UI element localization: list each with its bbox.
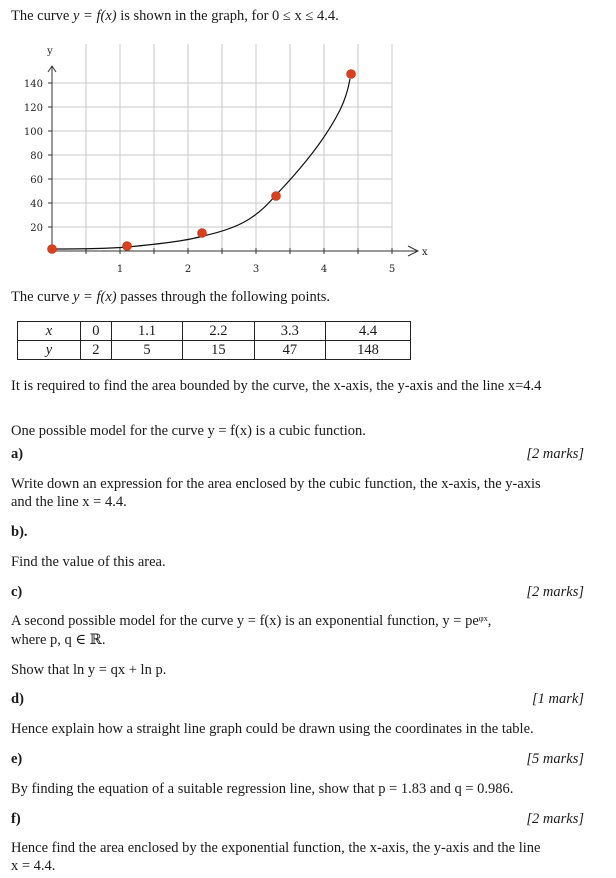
part-a-text-2: and the line x = 4.4. bbox=[11, 494, 127, 510]
part-a-text: Write down an expression for the area enclosed by the cubic function, the x-axis, the y-axis bbox=[11, 476, 541, 492]
svg-text:140: 140 bbox=[23, 79, 43, 90]
points-table bbox=[17, 321, 411, 360]
data-point bbox=[347, 70, 356, 79]
svg-text:100: 100 bbox=[23, 127, 43, 138]
curve-path bbox=[52, 79, 350, 249]
part-f-label: f) bbox=[11, 811, 21, 827]
svg-text:3: 3 bbox=[252, 264, 260, 275]
table-intro-text bbox=[11, 288, 330, 306]
intro-text bbox=[11, 7, 339, 25]
table-intro-math: y = f(x) bbox=[73, 289, 117, 305]
svg-text:80: 80 bbox=[30, 151, 43, 162]
table-header-x: x bbox=[18, 322, 81, 341]
svg-text:2: 2 bbox=[184, 264, 192, 275]
required-text: It is required to find the area bounded by the curve, the x-axis, the y-axis and the line x=4.4 bbox=[11, 378, 542, 394]
part-c-text-3: Show that ln y = qx + ln p. bbox=[11, 662, 167, 678]
grid-lines bbox=[52, 44, 392, 251]
y-tick-labels bbox=[24, 79, 43, 234]
table-cell: 47 bbox=[254, 341, 325, 360]
table-cell: 2.2 bbox=[183, 322, 254, 341]
part-e-text: By finding the equation of a suitable regression line, show that p = 1.83 and q = 0.986. bbox=[11, 781, 514, 797]
part-e-marks: [5 marks] bbox=[526, 751, 584, 767]
table-cell: 0 bbox=[81, 322, 112, 341]
table-header-y: y bbox=[18, 341, 81, 360]
table-cell: 4.4 bbox=[326, 322, 411, 341]
cubic-model-text: One possible model for the curve y = f(x) is a cubic function. bbox=[11, 423, 366, 439]
svg-text:120: 120 bbox=[23, 103, 43, 114]
intro-pre: The curve bbox=[11, 8, 73, 24]
part-d-label: d) bbox=[11, 691, 24, 707]
table-cell: 3.3 bbox=[254, 322, 325, 341]
data-points bbox=[48, 70, 356, 254]
part-c-label: c) bbox=[11, 584, 23, 600]
data-point bbox=[272, 192, 281, 201]
part-a-marks: [2 marks] bbox=[526, 446, 584, 462]
data-point bbox=[48, 245, 57, 254]
intro-post: is shown in the graph, for 0 ≤ x ≤ 4.4. bbox=[116, 8, 339, 24]
part-b-label: b). bbox=[11, 524, 28, 540]
svg-text:5: 5 bbox=[388, 264, 396, 275]
part-f-text: Hence find the area enclosed by the exponential function, the x-axis, the y-axis and the line bbox=[11, 840, 541, 856]
svg-text:60: 60 bbox=[30, 175, 43, 186]
table-cell: 5 bbox=[111, 341, 182, 360]
table-cell: 1.1 bbox=[111, 322, 182, 341]
svg-text:4: 4 bbox=[320, 264, 328, 275]
x-tick-labels bbox=[117, 264, 395, 275]
part-f-text-2: x = 4.4. bbox=[11, 858, 56, 874]
part-c-marks: [2 marks] bbox=[526, 584, 584, 600]
part-d-marks: [1 mark] bbox=[532, 691, 584, 707]
table-row-x bbox=[18, 322, 411, 341]
svg-text:1: 1 bbox=[116, 264, 124, 275]
part-c-text: A second possible model for the curve y = f(x) is an exponential function, y = peᵠˣ, bbox=[11, 613, 492, 629]
table-row-y bbox=[18, 341, 411, 360]
svg-text:40: 40 bbox=[30, 199, 43, 210]
y-axis-label: y bbox=[47, 46, 53, 57]
table-intro-post: passes through the following points. bbox=[116, 289, 331, 305]
svg-text:20: 20 bbox=[30, 223, 43, 234]
part-c-text-2: where p, q ∈ ℝ. bbox=[11, 632, 106, 648]
part-f-marks: [2 marks] bbox=[526, 811, 584, 827]
table-cell: 15 bbox=[183, 341, 254, 360]
curve-graph bbox=[0, 38, 430, 283]
data-point bbox=[123, 242, 132, 251]
table-cell: 148 bbox=[326, 341, 411, 360]
part-d-text: Hence explain how a straight line graph could be drawn using the coordinates in the table. bbox=[11, 721, 534, 737]
table-intro-pre: The curve bbox=[11, 289, 73, 305]
table-cell: 2 bbox=[81, 341, 112, 360]
part-e-label: e) bbox=[11, 751, 23, 767]
intro-math: y = f(x) bbox=[73, 8, 117, 24]
x-axis-label: x bbox=[422, 247, 428, 258]
data-point bbox=[198, 229, 207, 238]
part-a-label: a) bbox=[11, 446, 24, 462]
part-b-text: Find the value of this area. bbox=[11, 554, 166, 570]
